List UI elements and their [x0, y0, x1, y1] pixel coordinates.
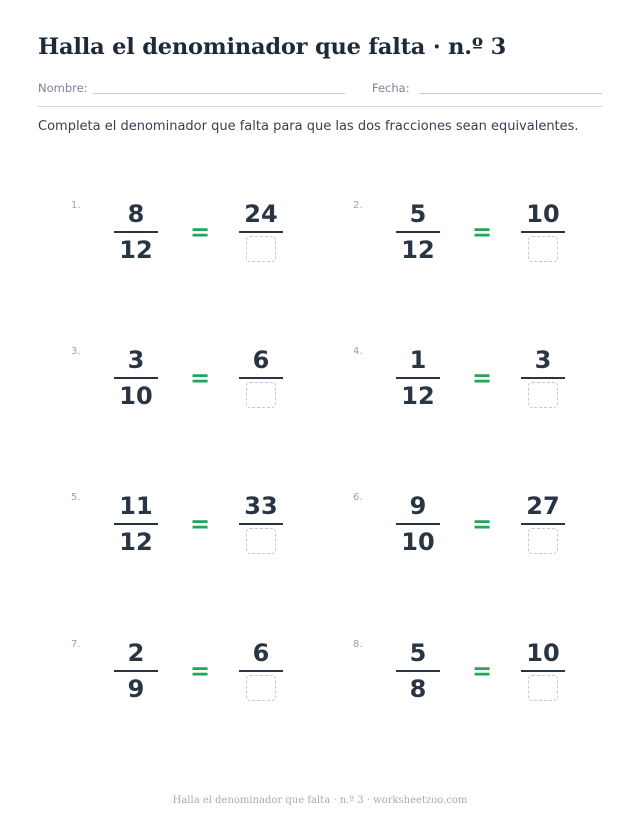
equals-sign: = — [190, 364, 211, 392]
answer-box[interactable] — [246, 382, 276, 408]
denominator: 9 — [127, 675, 145, 703]
denominator: 12 — [401, 382, 435, 410]
problem-number: 8. — [353, 639, 363, 650]
given-fraction — [396, 346, 440, 410]
problem-number: 5. — [71, 492, 81, 503]
problem-8 — [353, 639, 633, 739]
numerator: 5 — [409, 639, 427, 667]
equals-sign: = — [472, 510, 493, 538]
name-field[interactable] — [93, 93, 345, 94]
target-fraction — [521, 639, 565, 701]
given-fraction — [114, 639, 158, 703]
fraction-bar — [114, 231, 158, 233]
numerator: 3 — [127, 346, 145, 374]
numerator: 6 — [252, 346, 270, 374]
equals-sign: = — [472, 657, 493, 685]
target-fraction — [239, 492, 283, 554]
fraction-bar — [396, 523, 440, 525]
problem-number: 2. — [353, 200, 363, 211]
denominator: 12 — [119, 236, 153, 264]
problem-3 — [71, 346, 351, 446]
date-field[interactable] — [419, 93, 602, 94]
given-fraction — [114, 200, 158, 264]
fraction-bar — [239, 377, 283, 379]
date-label: Fecha: — [372, 81, 410, 95]
fraction-bar — [114, 523, 158, 525]
problem-7 — [71, 639, 351, 739]
footer: Halla el denominador que falta · n.º 3 · worksheetzoo.com — [172, 795, 468, 806]
instructions: Completa el denominador que falta para que las dos fracciones sean equivalentes. — [38, 119, 579, 134]
target-fraction — [521, 200, 565, 262]
problem-number: 1. — [71, 200, 81, 211]
numerator: 6 — [252, 639, 270, 667]
answer-box[interactable] — [528, 236, 558, 262]
given-fraction — [114, 346, 158, 410]
fraction-bar — [114, 377, 158, 379]
target-fraction — [521, 346, 565, 408]
problem-number: 6. — [353, 492, 363, 503]
numerator: 3 — [534, 346, 552, 374]
answer-box[interactable] — [246, 528, 276, 554]
equals-sign: = — [190, 510, 211, 538]
header-divider — [38, 106, 602, 107]
fraction-bar — [521, 670, 565, 672]
denominator: 8 — [409, 675, 427, 703]
problem-5 — [71, 492, 351, 592]
target-fraction — [239, 639, 283, 701]
equals-sign: = — [472, 364, 493, 392]
fraction-bar — [521, 231, 565, 233]
fraction-bar — [521, 377, 565, 379]
problem-number: 7. — [71, 639, 81, 650]
numerator: 1 — [409, 346, 427, 374]
answer-box[interactable] — [528, 675, 558, 701]
answer-box[interactable] — [528, 382, 558, 408]
problem-number: 3. — [71, 346, 81, 357]
numerator: 9 — [409, 492, 427, 520]
numerator: 24 — [244, 200, 278, 228]
numerator: 27 — [526, 492, 560, 520]
numerator: 10 — [526, 639, 560, 667]
fraction-bar — [396, 231, 440, 233]
given-fraction — [396, 200, 440, 264]
fraction-bar — [239, 523, 283, 525]
fraction-bar — [114, 670, 158, 672]
problem-1 — [71, 200, 351, 300]
target-fraction — [239, 346, 283, 408]
answer-box[interactable] — [528, 528, 558, 554]
equals-sign: = — [472, 218, 493, 246]
equals-sign: = — [190, 657, 211, 685]
equals-sign: = — [190, 218, 211, 246]
problem-number: 4. — [353, 346, 363, 357]
answer-box[interactable] — [246, 675, 276, 701]
numerator: 11 — [119, 492, 153, 520]
fraction-bar — [239, 231, 283, 233]
answer-box[interactable] — [246, 236, 276, 262]
given-fraction — [396, 639, 440, 703]
denominator: 10 — [119, 382, 153, 410]
fraction-bar — [521, 523, 565, 525]
problem-6 — [353, 492, 633, 592]
numerator: 10 — [526, 200, 560, 228]
denominator: 12 — [119, 528, 153, 556]
given-fraction — [396, 492, 440, 556]
numerator: 8 — [127, 200, 145, 228]
given-fraction — [114, 492, 158, 556]
numerator: 33 — [244, 492, 278, 520]
numerator: 2 — [127, 639, 145, 667]
fraction-bar — [396, 377, 440, 379]
fraction-bar — [396, 670, 440, 672]
problem-4 — [353, 346, 633, 446]
fraction-bar — [239, 670, 283, 672]
target-fraction — [239, 200, 283, 262]
target-fraction — [521, 492, 565, 554]
denominator: 10 — [401, 528, 435, 556]
numerator: 5 — [409, 200, 427, 228]
worksheet-title: Halla el denominador que falta · n.º 3 — [38, 34, 507, 60]
problem-2 — [353, 200, 633, 300]
name-label: Nombre: — [38, 81, 88, 95]
denominator: 12 — [401, 236, 435, 264]
